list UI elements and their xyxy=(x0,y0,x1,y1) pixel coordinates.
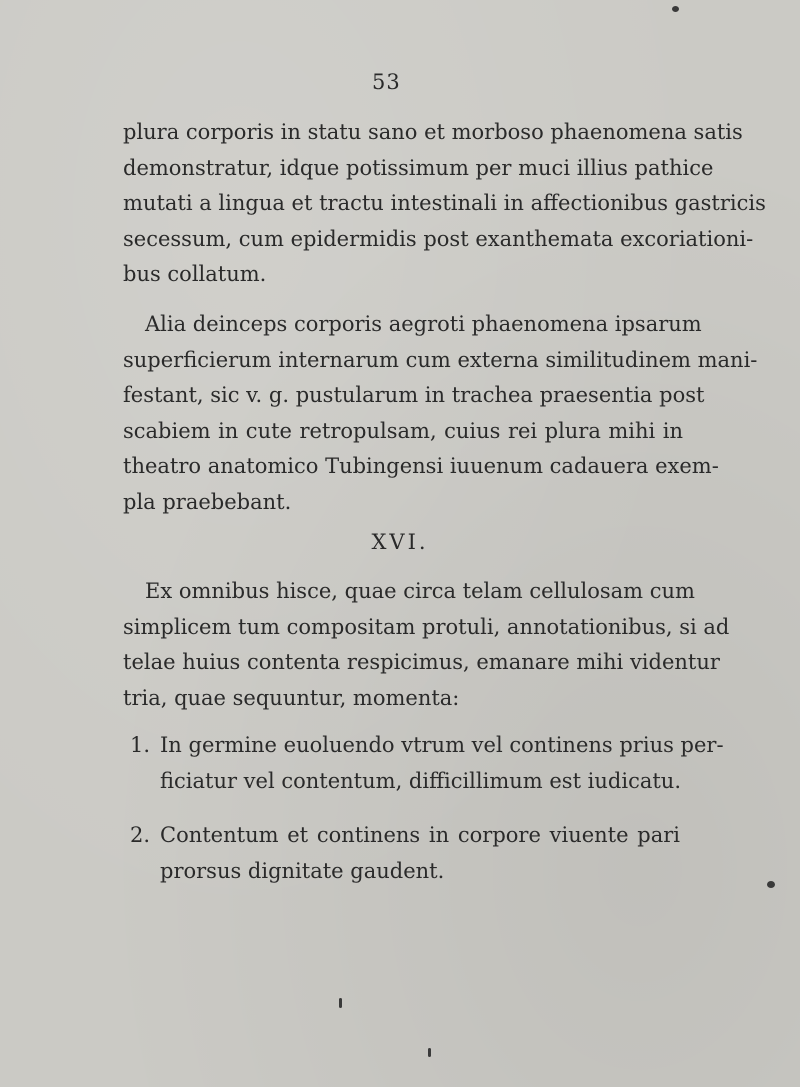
list-number: 2. xyxy=(130,823,151,847)
text-line: plura corporis in statu sano et morboso phaenomena satis xyxy=(123,120,743,144)
ink-speck xyxy=(339,998,342,1008)
ink-speck xyxy=(428,1048,431,1057)
text-line: prorsus dignitate gaudent. xyxy=(160,858,445,883)
text-line: telae huius contenta respicimus, emanare mihi videntur xyxy=(123,650,720,674)
text-line: festant, sic v. g. pustularum in trachea praesentia post xyxy=(123,383,705,407)
list-text xyxy=(160,818,680,889)
list-number: 1. xyxy=(130,733,151,757)
text-line: Contentum et continens in corpore viuente pari xyxy=(160,823,680,847)
text-line: Ex omnibus hisce, quae circa telam cellulosam cum xyxy=(145,579,695,603)
text-line: Alia deinceps corporis aegroti phaenomena ipsarum xyxy=(145,312,702,336)
text-line: theatro anatomico Tubingensi iuuenum cadauera exem- xyxy=(123,454,719,478)
text-line: scabiem in cute retropulsam, cuius rei plura mihi in xyxy=(123,418,683,443)
text-line: mutati a lingua et tractu intestinali in affectionibus gastricis xyxy=(123,191,766,215)
text-line: simplicem tum compositam protuli, annotationibus, si ad xyxy=(123,614,730,639)
text-line: ficiatur vel contentum, difficillimum est iudicatu. xyxy=(160,768,682,793)
text-line: secessum, cum epidermidis post exanthemata excoriationi- xyxy=(123,226,754,251)
paragraph-2 xyxy=(123,307,758,520)
section-heading: XVI. xyxy=(371,530,429,554)
text-line: In germine euoluendo vtrum vel continens prius per- xyxy=(160,733,724,757)
list-text xyxy=(160,728,724,799)
ink-speck xyxy=(767,881,775,888)
text-line: superficierum internarum cum externa similitudinem mani- xyxy=(123,347,758,372)
text-line: demonstratur, idque potissimum per muci illius pathice xyxy=(123,155,714,180)
paragraph-1 xyxy=(123,115,766,293)
text-line: bus collatum. xyxy=(123,262,267,286)
ink-speck xyxy=(672,6,679,12)
paragraph-3 xyxy=(123,574,730,716)
text-line: pla praebebant. xyxy=(123,489,292,514)
text-line: tria, quae sequuntur, momenta: xyxy=(123,685,460,710)
page-number: 53 xyxy=(372,70,401,94)
